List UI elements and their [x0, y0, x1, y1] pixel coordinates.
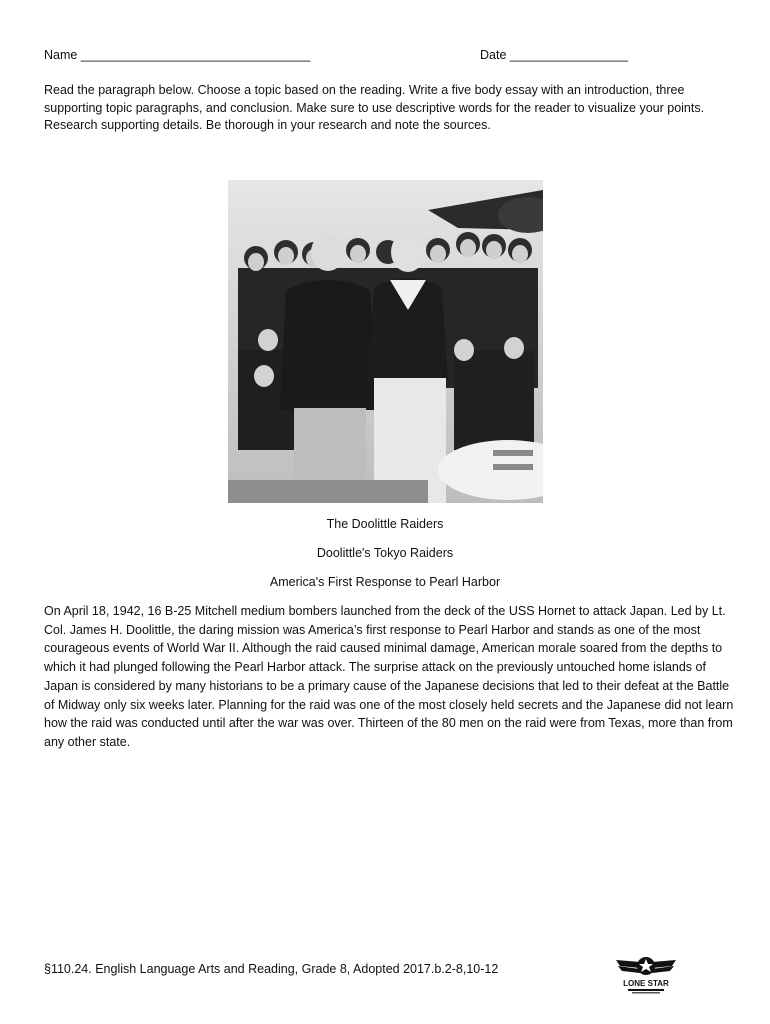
caption-title: The Doolittle Raiders: [326, 517, 444, 531]
logo-text: LONE STAR: [623, 979, 669, 988]
date-field-label: Date _________________: [480, 48, 629, 62]
caption-tagline: America's First Response to Pearl Harbor: [269, 575, 501, 589]
reading-paragraph: On April 18, 1942, 16 B-25 Mitchell medium bombers launched from the deck of the USS Hornet to attack Japan. Led by Lt. Col. James H. Doolittle, the daring mission was America’s first response to Pearl Harbor and stands as one of the most courageous events of World War II. Although the raid caused minimal damage, American morale soared from the depths to which it had plunged following the Pearl Harbor attack. The surprise attack on the previously untouched home islands of Japan is considered by many historians to be a primary cause of the Japanese decisions that led to their defeat at the Battle of Midway only six weeks later. Planning for the raid was one of the most closely held secrets and the Japanese did not learn how the raid was conducted until after the war was over. Thirteen of the 80 men on the raid were from Texas, more than from any other state.: [44, 604, 734, 749]
doolittle-raiders-photo: [228, 180, 543, 503]
logo-graphic: [614, 948, 678, 996]
name-field-label: Name _________________________________: [44, 48, 311, 62]
winged-star-logo-icon: [614, 948, 678, 996]
caption-subtitle: Doolittle's Tokyo Raiders: [316, 546, 454, 560]
instructions-paragraph: Read the paragraph below. Choose a topic based on the reading. Write a five body essay with an introduction, three supporting topic paragraphs, and conclusion. Make sure to use descriptive words for the reader to visualize your points. Research supporting details. Be thorough in your research and note the sources.: [44, 83, 705, 132]
standards-footer: §110.24. English Language Arts and Reading, Grade 8, Adopted 2017.b.2-8,10-12: [44, 962, 499, 976]
photo-illustration: [228, 180, 543, 503]
